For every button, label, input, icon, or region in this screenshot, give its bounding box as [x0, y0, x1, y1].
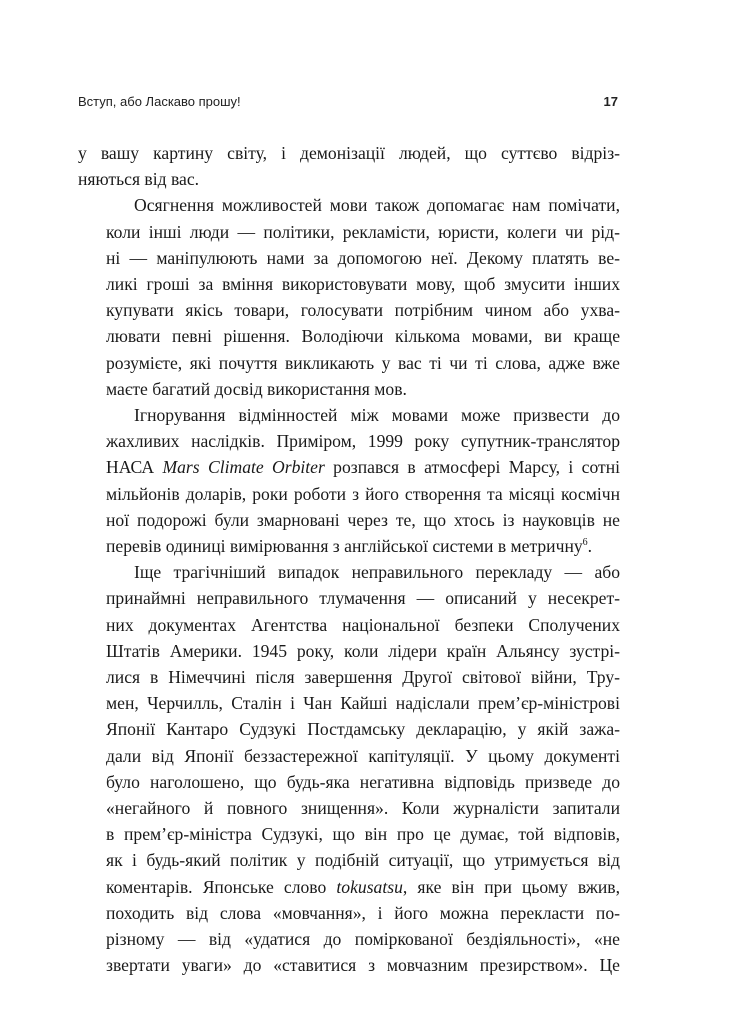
text-line: у вашу картину світу, і демонізації людей, що суттєво відріз- [78, 143, 620, 163]
paragraph [78, 402, 620, 559]
paragraph [78, 559, 620, 978]
text-line: Японії Кантаро Судзукі Постдамську декларацію, у якій зажа- [106, 719, 620, 740]
text-line: маєте багатий досвід використання мов. [106, 378, 407, 399]
text-line: дали від Японії беззастережної капітуляції. У цьому документі [106, 745, 620, 766]
text-line: Ігнорування відмінностей між мовами може призвести до [134, 405, 620, 426]
text-line: Штатів Америки. 1945 року, коли лідери країн Альянсу зустрі- [106, 640, 620, 661]
text-line: розумієте, які почуття викликають у вас ті чи ті слова, адже вже [106, 352, 620, 373]
text-line: жахливих наслідків. Приміром, 1999 року супутник-транслятор [106, 431, 620, 452]
text-line: ликі гроші за вміння використовувати мову, щоб змусити інших [106, 274, 620, 295]
page-number: 17 [603, 94, 618, 109]
italic-term: Mars Climate Orbiter [162, 457, 325, 478]
italic-term: tokusatsu [336, 876, 403, 897]
text-line: було наголошено, що будь-яка негативна відповідь призведе до [106, 771, 620, 792]
text-line: ні — маніпулюють нами за допомогою неї. Декому платять ве- [106, 247, 620, 268]
text-line: звертати уваги» до «ставитися з мовчазним презирством». Це [106, 955, 620, 976]
text-line: «негайного й повного знищення». Коли журналісти запитали [106, 798, 620, 819]
footnote-ref: 6 [582, 537, 588, 549]
text-line: купувати якісь товари, голосувати потрібним чином або ухва- [106, 300, 620, 321]
text-line: коментарів. Японське слово tokusatsu, яке він при цьому вжив, [106, 876, 620, 897]
text-line: коли інші люди — політики, рекламісти, юристи, колеги чи рід- [106, 221, 620, 242]
text-line: як і будь-який політик у подібній ситуації, що утримується від [106, 850, 620, 871]
text-line: них документах Агентства національної безпеки Сполучених [106, 614, 620, 635]
text-line: в прем’єр-міністра Судзукі, що він про це думає, той відповів, [106, 824, 620, 845]
text-line: принаймні неправильного тлумачення — описаний у несекрет- [106, 588, 620, 609]
running-header [78, 94, 618, 114]
text-line: різному — від «удатися до поміркованої бездіяльності», «не [106, 929, 620, 950]
paragraph [78, 140, 620, 192]
paragraph [78, 192, 620, 402]
body-text [78, 140, 620, 979]
text-line: мільйонів доларів, роки роботи з його створення та місяці космічн [106, 483, 620, 504]
text-line: походить від слова «мовчання», і його можна перекласти по- [106, 902, 620, 923]
text-line: мен, Черчилль, Сталін і Чан Кайші надіслали прем’єр-міністрові [106, 693, 620, 714]
text-line: няються від вас. [78, 169, 200, 190]
text-line: НАСА Mars Climate Orbiter розпався в атмосфері Марсу, і сотні [106, 457, 620, 478]
chapter-title: Вступ, або Ласкаво прошу! [78, 94, 241, 109]
text-line: ної подорожі були змарновані через те, що хтось із науковців не [106, 509, 620, 530]
text-line: Осягнення можливостей мови також допомагає нам помічати, [134, 195, 620, 216]
text-line: Іще трагічніший випадок неправильного перекладу — або [134, 562, 620, 583]
text-line: перевів одиниці вимірювання з англійської системи в метричну$^6$. [106, 536, 593, 557]
text-line: лювати певні рішення. Володіючи кількома мовами, ви краще [106, 326, 620, 347]
text-line: лися в Німеччині після завершення Другої світової війни, Тру- [106, 667, 620, 688]
